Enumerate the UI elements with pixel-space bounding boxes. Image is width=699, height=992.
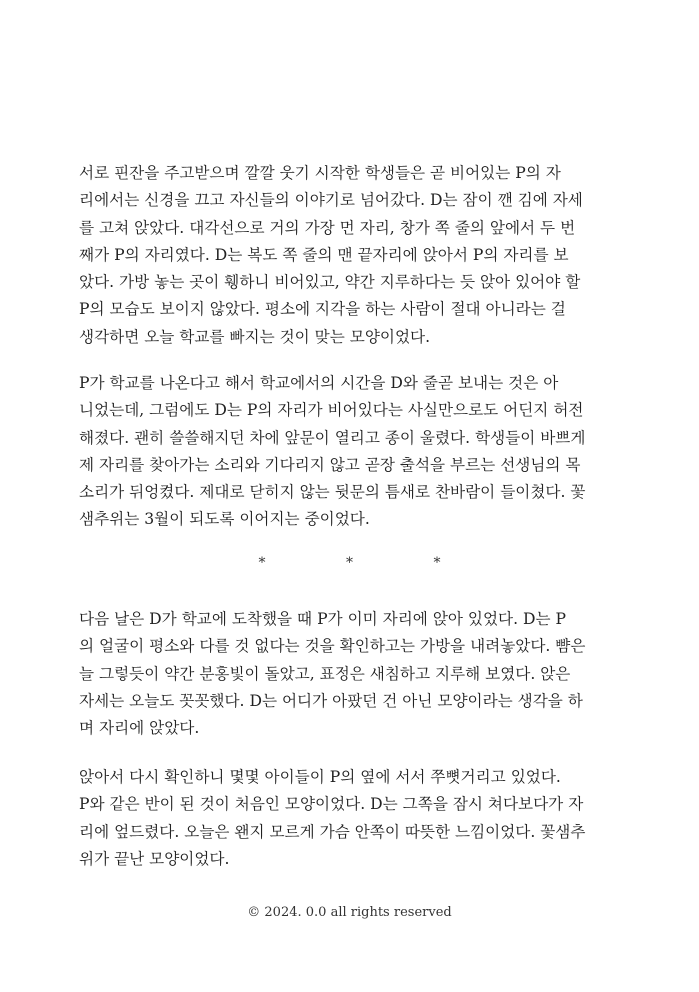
paragraph-3 — [79, 606, 607, 742]
paragraph-2-text: P가 학교를 나온다고 해서 학교에서의 시간을 D와 줄곧 보내는 것은 아 니었는데, 그럼에도 D는 P의 자리가 비어있다는 사실만으로도 어딘지 허전 해졌다. 괜히 쓸쓸해지던 차에 앞문이 열리고 종이 울렸다. 학생들이 바쁘게 제 자리를 찾아가는 소리와 기다리지 않고 곧장 출석을 부르는 선생님의 목 소리가 뒤엉켰다. 제대로 닫히지 않는 뒷문의 틈새로 찬바람이 들이쳤다. 꽃 샘추위는 3월이 되도록 이어지는 중이었다. — [79, 374, 586, 529]
paragraph-3-text: 다음 날은 D가 학교에 도착했을 때 P가 이미 자리에 앉아 있었다. D는 P 의 얼굴이 평소와 다를 것 없다는 것을 확인하고는 가방을 내려놓았다. 뺨은 늘 그렇듯이 약간 분홍빛이 돌았고, 표정은 새침하고 지루해 보였다. 앉은 자세는 오늘도 꼿꼿했다. D는 어디가 아팠던 건 아닌 모양이라는 생각을 하 며 자리에 앉았다. — [79, 610, 586, 738]
section-divider: * * * — [258, 555, 479, 571]
paragraph-4 — [79, 764, 607, 873]
paragraph-4-text: 앉아서 다시 확인하니 몇몇 아이들이 P의 옆에 서서 쭈뼛거리고 있었다. P와 같은 반이 된 것이 처음인 모양이었다. D는 그쪽을 잠시 쳐다보다가 자 리에 엎드렸다. 오늘은 왠지 모르게 가슴 안쪽이 따뜻한 느낌이었다. 꽃샘추 위가 끝난 모양이었다. — [79, 768, 586, 868]
paragraph-1 — [79, 160, 607, 351]
paragraph-1-text: 서로 핀잔을 주고받으며 깔깔 웃기 시작한 학생들은 곧 비어있는 P의 자 리에서는 신경을 끄고 자신들의 이야기로 넘어갔다. D는 잠이 깬 김에 자세 를 고쳐 앉았다. 대각선으로 거의 가장 먼 자리, 창가 쪽 줄의 앞에서 두 번 째가 P의 자리였다. D는 복도 쪽 줄의 맨 끝자리에 앉아서 P의 자리를 보 았다. 가방 놓는 곳이 휑하니 비어있고, 약간 지루하다는 듯 앉아 있어야 할 P의 모습도 보이지 않았다. 평소에 지각을 하는 사람이 절대 아니라는 걸 생각하면 오늘 학교를 빠지는 것이 맞는 모양이었다. — [79, 164, 583, 346]
paragraph-2 — [79, 370, 607, 534]
copyright-footer: © 2024. 0.0 all rights reserved — [247, 905, 452, 920]
